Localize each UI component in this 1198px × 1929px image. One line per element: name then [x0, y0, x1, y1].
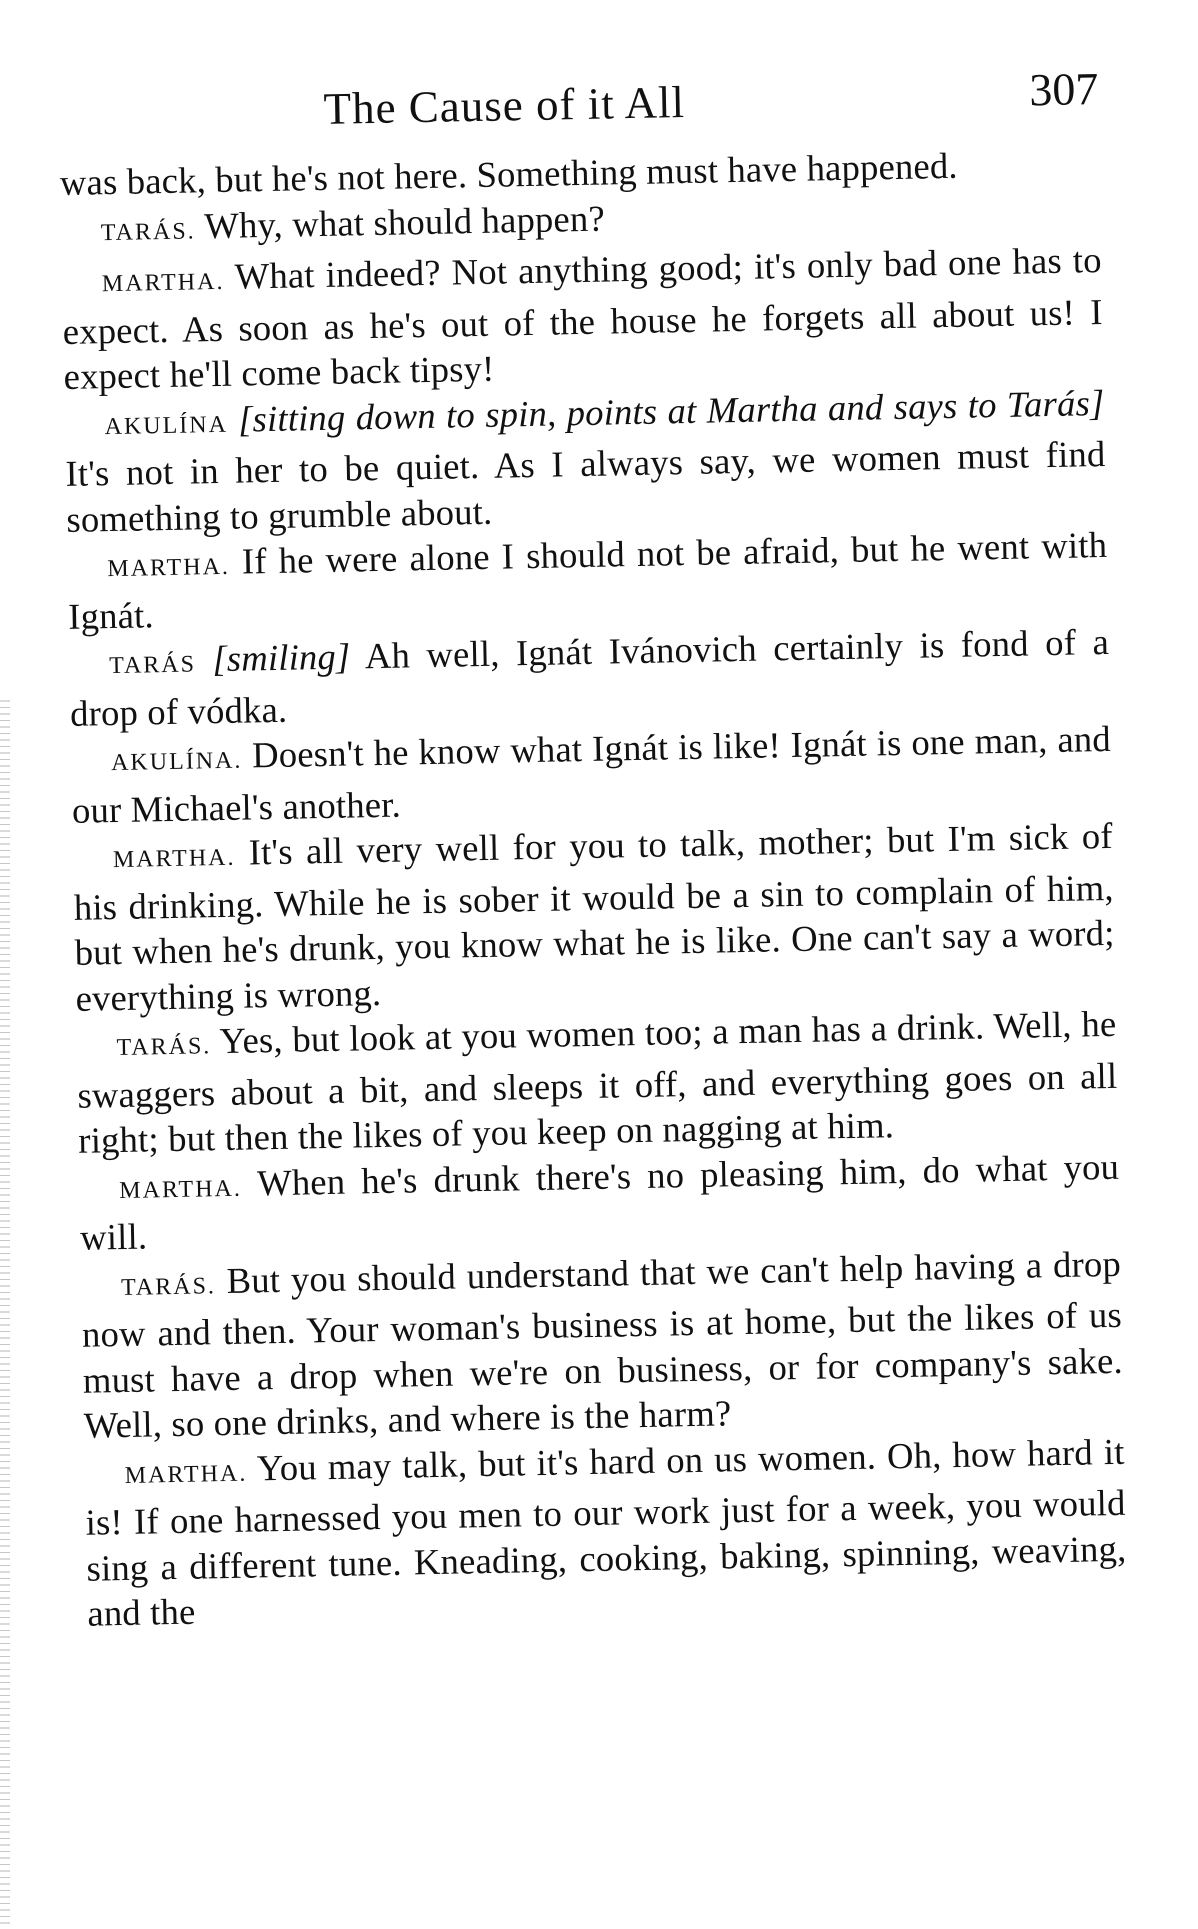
paragraph-text: was back, but he's not here. Something must have happened.	[59, 144, 959, 203]
speaker-name: TARÁS.	[120, 1272, 217, 1301]
page-number: 307	[1028, 63, 1099, 116]
paragraph	[84, 1428, 1127, 1636]
speaker-name: AKULÍNA.	[110, 747, 243, 777]
scan-edge-shadow	[0, 700, 10, 1929]
paragraph-text: Ah well, Ignát Ivánovich certainly is fond of a drop of vódka.	[69, 620, 1110, 734]
speaker-name: AKULÍNA	[104, 411, 229, 440]
stage-direction: [smiling]	[211, 635, 351, 680]
speaker-name: TARÁS.	[100, 217, 196, 246]
speaker-name: MARTHA.	[107, 553, 231, 583]
paragraph	[76, 1001, 1119, 1163]
running-title: The Cause of it All	[323, 76, 686, 134]
paragraph-text: What indeed? Not anything good; it's only bad one has to expect. As soon as he's out of the house he forgets all about us! I expect he'll come back tipsy!	[62, 239, 1103, 397]
paragraph-text: If he were alone I should not be afraid, but he went with Ignát.	[67, 523, 1108, 637]
speaker-name: TARÁS	[108, 651, 197, 680]
speaker-name: MARTHA.	[119, 1175, 243, 1204]
speaker-name: MARTHA.	[101, 268, 225, 298]
paragraph-text: It's not in her to be quiet. As I always say, we women must find something to grumble about.	[65, 432, 1106, 540]
paragraph	[81, 1240, 1124, 1448]
paragraph-text: Doesn't he know what Ignát is like! Ignát is one man, and our Michael's another.	[71, 717, 1112, 831]
paragraph	[61, 237, 1104, 399]
speaker-name: TARÁS.	[116, 1033, 212, 1062]
stage-direction: [sitting down to spin, points at Martha and says to Tarás]	[237, 381, 1105, 440]
paragraph	[64, 379, 1107, 541]
speaker-name: MARTHA.	[124, 1460, 248, 1489]
paragraph	[72, 813, 1115, 1021]
paragraph-text: It's all very well for you to talk, mother; but I'm sick of his drinking. While he is sober it would be a sin to complain of him, but when he's drunk, you know what he is like. One can't say a word; everything is wrong.	[73, 814, 1115, 1019]
paragraph-text: You may talk, but it's hard on us women. Oh, how hard it is! If one harnessed you men to our work just for a week, you would sing a different tune. Kneading, cooking, baking, spinning, weaving, and the	[85, 1430, 1127, 1634]
paragraph-text: Yes, but look at you women too; a man has a drink. Well, he swaggers about a bit, and sleeps it off, and everything goes on all right; but then the likes of you keep on nagging at him.	[77, 1002, 1118, 1161]
book-page	[58, 62, 1128, 1636]
speaker-name: MARTHA.	[112, 844, 236, 874]
play-text	[59, 140, 1127, 1636]
paragraph-text: But you should understand that we can't help having a drop now and then. Your woman's business is at home, but the likes of us must have a drop when we're on business, or for company's sake. Well, so one drinks, and where is the harm?	[81, 1242, 1124, 1446]
paragraph-text: When he's drunk there's no pleasing him, do what you will.	[79, 1145, 1120, 1258]
paragraph-text: Why, what should happen?	[195, 197, 606, 246]
